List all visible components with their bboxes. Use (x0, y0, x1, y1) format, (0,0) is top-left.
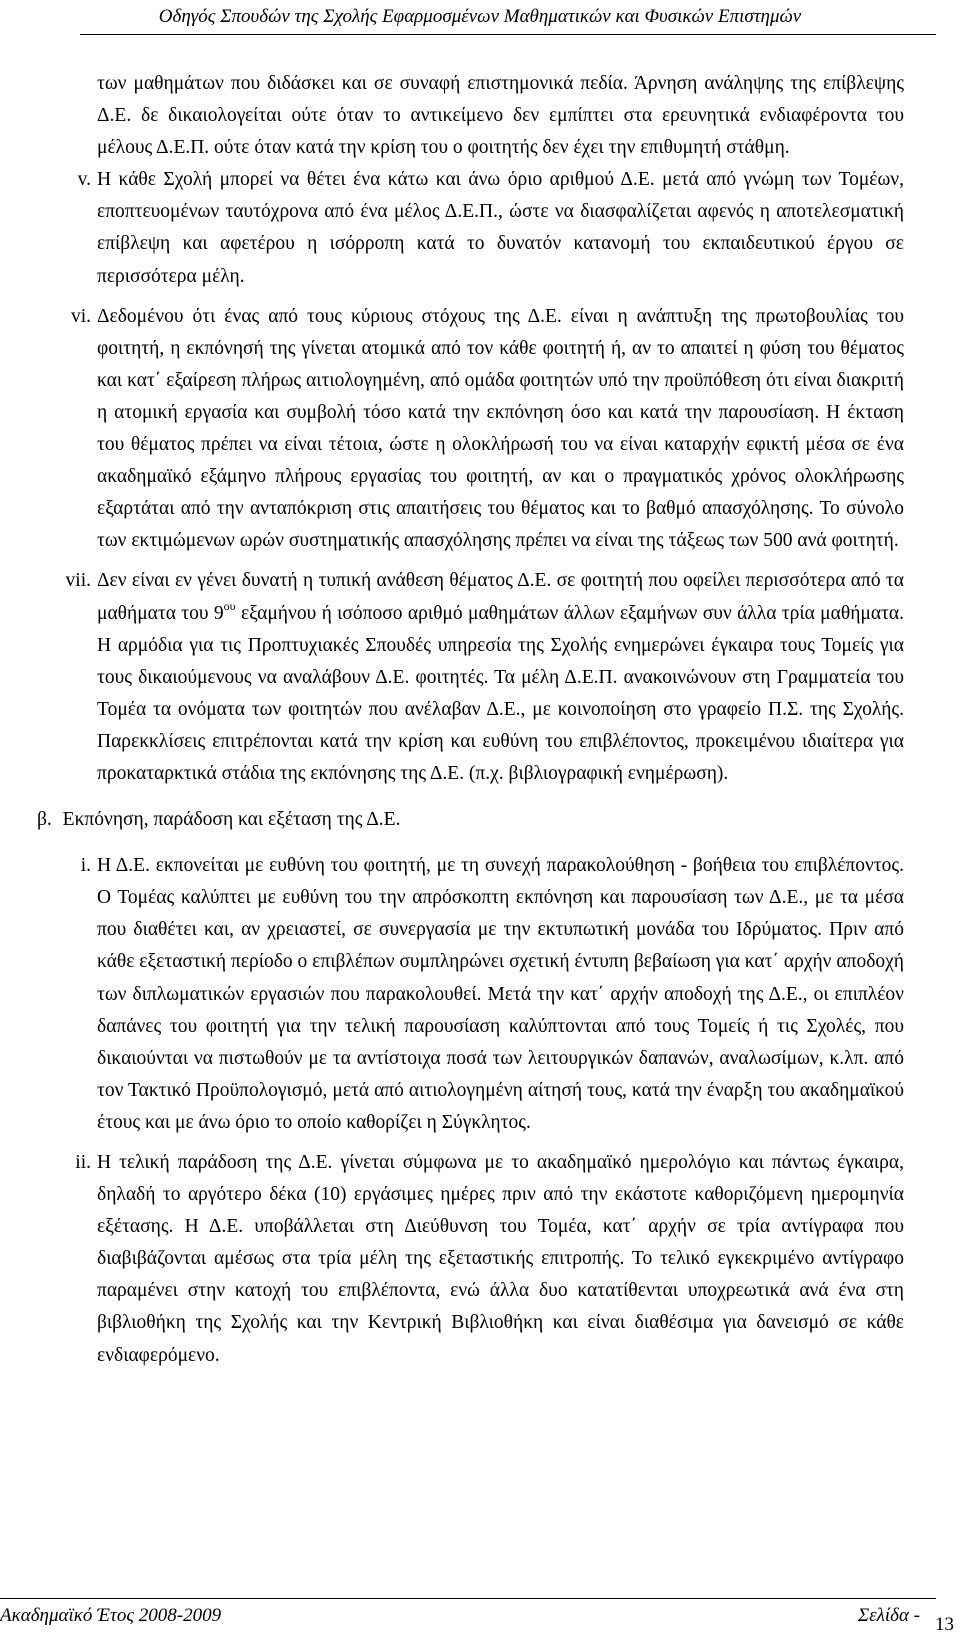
list-item-text: Δεδομένου ότι ένας από τους κύριους στόχους της Δ.Ε. είναι η ανάπτυξη της πρωτοβουλίας του φοιτητή, η εκπόνησή της γίνεται ατομικά από τον κάθε φοιτητή ή, αν το απαιτεί η φύση του θέματος και κατ΄ εξαίρεση πλήρως αιτιολογημένη, από ομάδα φοιτητών υπό την προϋπόθεση ότι είναι διακριτή η ατομική εργασία και συμβολή τόσο κατά την εκπόνηση όσο και κατά την παρουσίαση. Η έκταση του θέματος πρέπει να είναι τέτοια, ώστε η ολοκλήρωσή του να είναι καταρχήν εφικτή μέσα σε ένα ακαδημαϊκό εξάμηνο πλήρους εργασίας του φοιτητή, αν και ο πραγματικός χρόνος ολοκλήρωσης εξαρτάται από την ανταπόκριση στις απαιτήσεις του θέματος και το βαθμό απασχόλησης. Το σύνολο των εκτιμώμενων ωρών συστηματικής απασχόλησης πρέπει να είναι της τάξεως των 500 ανά φοιτητή. (97, 305, 904, 552)
list-item-i (80, 850, 904, 1139)
list-item-text: Η Δ.Ε. εκπονείται με ευθύνη του φοιτητή, με τη συνεχή παρακολούθηση - βοήθεια του επιβλέποντος. Ο Τομέας καλύπτει με ευθύνη του την απρόσκοπτη εκπόνηση και παρουσίαση των Δ.Ε., με τα μέσα που διαθέτει και, αν χρειαστεί, σε συνεργασία με την εκτυπωτική μονάδα του Ιδρύματος. Πριν από κάθε εξεταστική περίοδο ο επιβλέπων συμπληρώνει σχετική έντυπη βεβαίωση για κατ΄ αρχήν αποδοχή των διπλωματικών εργασιών που παρακολουθεί. Μετά την κατ΄ αρχήν αποδοχή της Δ.Ε., οι επιπλέον δαπάνες του φοιτητή για την τελική παρουσίαση καλύπτονται από τους Τομείς ή τις Σχολές, που δικαιούνται να πιστωθούν με τα αντίστοιχα ποσά των λειτουργικών δαπανών, αναλωσίμων, κ.λπ. από τον Τακτικό Προϋπολογισμό, μετά από αιτιολογημένη αίτησή τους, κατά την έναρξη του ακαδημαϊκού έτους και με άνω όριο το οποίο καθορίζει η Σύγκλητος. (97, 855, 904, 1133)
footer-academic-year: Ακαδημαϊκό Έτος 2008-2009 (0, 1605, 222, 1626)
list-item-number: vi. (70, 305, 91, 327)
section-number: β. (37, 809, 52, 831)
list-item-number: i. (80, 855, 91, 877)
ordinal-superscript: ου (223, 598, 236, 613)
list-item-v (77, 164, 904, 292)
section-heading (37, 804, 904, 836)
running-header: Οδηγός Σπουδών της Σχολής Εφαρμοσμένων Μαθηματικών και Φυσικών Επιστημών (158, 6, 802, 27)
list-item-vi (70, 301, 904, 558)
footer-page-label: Σελίδα - (857, 1605, 920, 1626)
list-item-text-before-superscript: Δεν είναι εν γένει δυνατή η τυπική ανάθεση θέματος Δ.Ε. σε φοιτητή που οφείλει περισσότερα από τα μαθήματα του 9 (97, 570, 904, 624)
list-item-ii (75, 1147, 904, 1372)
list-item-number: vii. (65, 570, 91, 592)
footer-divider (0, 1598, 936, 1599)
continuation-paragraph: των μαθημάτων που διδάσκει και σε συναφή επιστημονικά πεδία. Άρνηση ανάληψης της επίβλεψης Δ.Ε. δε δικαιολογείται ούτε όταν το αντικείμενο δεν εμπίπτει στα ερευνητικά ενδιαφέροντα του μέλους Δ.Ε.Π. ούτε όταν κατά την κρίση του ο φοιτητής δεν έχει την επιθυμητή στάθμη. (97, 73, 904, 159)
list-item-text: Η τελική παράδοση της Δ.Ε. γίνεται σύμφωνα με το ακαδημαϊκό ημερολόγιο και πάντως έγκαιρα, δηλαδή το αργότερο δέκα (10) εργάσιμες ημέρες πριν από την εκάστοτε καθοριζόμενη ημερομηνία εξέτασης. Η Δ.Ε. υποβάλλεται στη Διεύθυνση του Τομέα, κατ΄ αρχήν σε τρία αντίγραφα που διαβιβάζονται αμέσως στα τρία μέλη της εξεταστικής επιτροπής. Το τελικό εγκεκριμένο αντίγραφο παραμένει στην κατοχή του επιβλέποντα, ενώ άλλα δυο κατατίθενται υποχρεωτικά ανά ένα στη βιβλιοθήκη της Σχολής και την Κεντρική Βιβλιοθήκη και είναι διαθέσιμα για δανεισμό σε κάθε ενδιαφερόμενο. (97, 1152, 904, 1366)
list-item-number: v. (77, 169, 91, 191)
list-item-number: ii. (75, 1152, 91, 1173)
list-item-vii (65, 565, 904, 790)
section-items (0, 850, 960, 1372)
document-body (0, 68, 960, 1372)
list-item-text: Η κάθε Σχολή μπορεί να θέτει ένα κάτω και άνω όριο αριθμού Δ.Ε. μετά από γνώμη των Τομέων, εποπτευομένων ταυτόχρονα από ένα μέλος Δ.Ε.Π., ώστε να διασφαλίζεται αφενός η αποτελεσματική επίβλεψη και αφετέρου η ισόρροπη κατά το δυνατόν κατανομή του εκπαιδευτικού έργου σε περισσότερα μέλη. (97, 169, 904, 287)
list-item-text-after-superscript: εξαμήνου ή ισόποσο αριθμό μαθημάτων άλλων εξαμήνων συν άλλα τρία μαθήματα. Η αρμόδια για τις Προπτυχιακές Σπουδές υπηρεσία της Σχολής ενημερώνει έγκαιρα τους Τομείς για τους δικαιούμενους να αναλάβουν Δ.Ε. φοιτητές. Τα μέλη Δ.Ε.Π. ανακοινώνουν στη Γραμματεία του Τομέα τα ονόματα των φοιτητών που ανέλαβαν Δ.Ε., με κοινοποίηση στο γραφείο Π.Σ. της Σχολής. Παρεκκλίσεις επιτρέπονται κατά την κρίση και ευθύνη του επιβλέποντος, προκειμένου ιδιαίτερα για προκαταρκτικά στάδια της εκπόνησης της Δ.Ε. (π.χ. βιβλιογραφική ενημέρωση). (97, 602, 904, 784)
page-number: 13 (935, 1614, 954, 1635)
section-title: Εκπόνηση, παράδοση και εξέταση της Δ.Ε. (62, 809, 401, 831)
header-divider (80, 34, 936, 35)
